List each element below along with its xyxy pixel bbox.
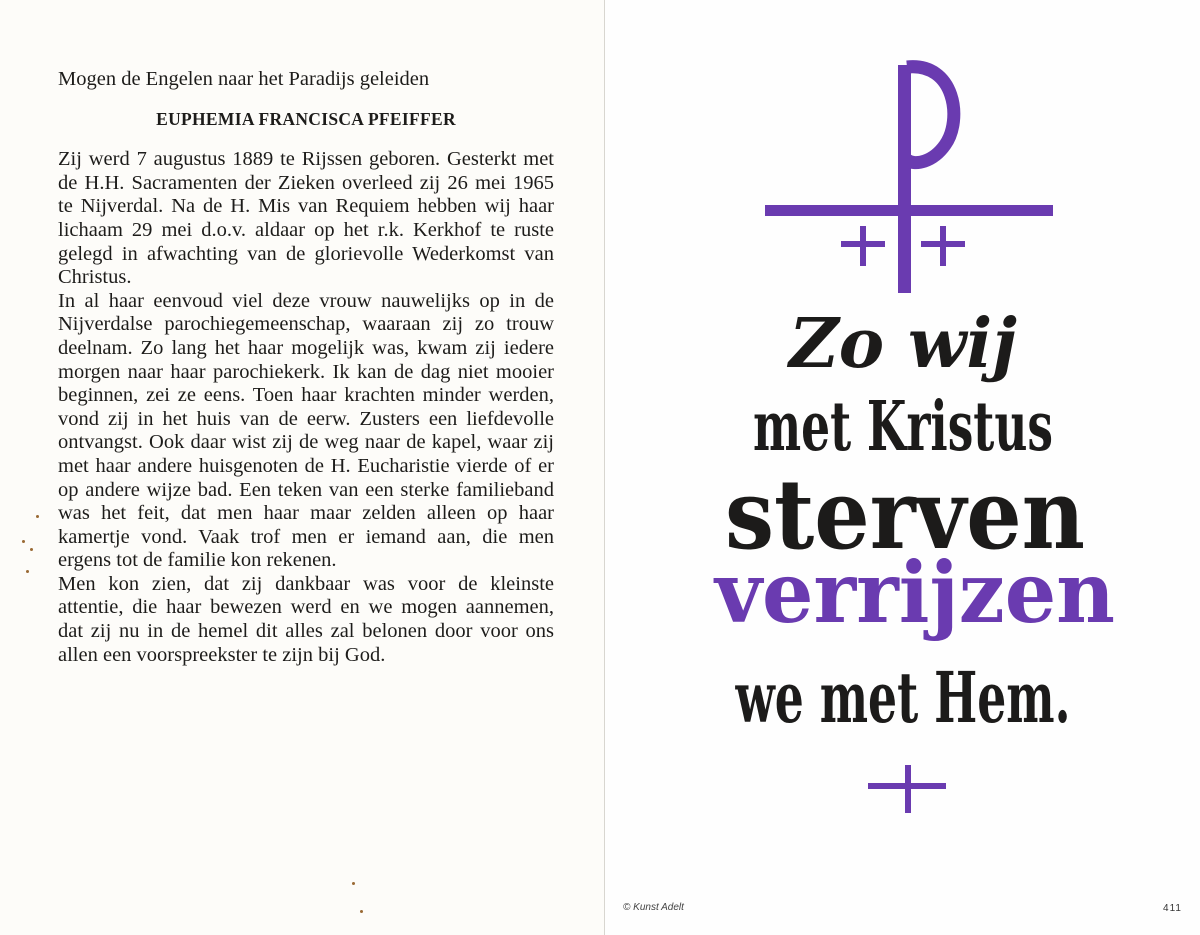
print-speck	[360, 910, 363, 913]
card-number: 411	[1163, 903, 1182, 914]
copyright-icon: ©	[623, 902, 631, 913]
small-cross-icon	[841, 226, 885, 266]
small-cross-icon	[921, 226, 965, 266]
calligraphy-line-4: verrijzen	[713, 543, 1115, 642]
memorial-text	[58, 68, 554, 667]
print-speck	[22, 540, 25, 543]
calligraphy-line-1: Zo wij	[789, 304, 1017, 384]
print-speck	[26, 570, 29, 573]
calligraphy-line-3: sterven	[725, 458, 1085, 571]
calligraphy-artwork	[605, 0, 1200, 935]
bottom-cross-icon	[868, 765, 946, 813]
chi-rho-cross-icon	[765, 65, 1053, 293]
calligraphy-line-5: we met Hem.	[734, 656, 1071, 739]
prayer-line: Mogen de Engelen naar het Paradijs geleiden	[58, 68, 430, 90]
biography-paragraph-1: Zij werd 7 augustus 1889 te Rijssen geboren. Gesterkt met de H.H. Sacramenten der Zieken overleed zij 26 mei 1965 te Nijverdal. Na de H. Mis van Requiem hebben wij haar lichaam 29 mei d.o.v. aldaar op het r.k. Kerkhof te ruste gelegd in afwachting van de glorievolle Wederkomst van Christus.	[58, 148, 554, 289]
print-speck	[30, 548, 33, 551]
biography-paragraph-3: Men kon zien, dat zij dankbaar was voor de kleinste attentie, die haar bewezen werd en we mogen aannemen, dat zij nu in de hemel dit alles zal belonen door voor ons allen een voorspreekster te zijn bij God.	[58, 572, 554, 666]
credit-text: Kunst Adelt	[633, 902, 684, 913]
artist-credit	[623, 902, 684, 913]
print-speck	[352, 882, 355, 885]
calligraphy-line-2: met Kristus	[753, 387, 1053, 467]
deceased-name: EUPHEMIA FRANCISCA PFEIFFER	[156, 108, 456, 129]
right-card-panel	[605, 0, 1200, 935]
biography-paragraph-2: In al haar eenvoud viel deze vrouw nauwelijks op in de Nijverdalse parochiegemeenschap, waaraan zij zo trouw deelnam. Zo lang het haar mogelijk was, kwam zij iedere morgen naar haar parochiekerk. Ik kan de dag niet mooier beginnen, zei ze eens. Toen haar krachten minder werden, vond zij in het huis van de eerw. Zusters een liefdevolle ontvangst. Ook daar wist zij de weg naar de kapel, waar zij met haar andere huisgenoten de H. Eucharistie vierde of er op andere wijze bad. Een teken van een sterke familieband was het feit, dat men haar maar zelden alleen op haar kamertje vond. Vaak trof men er iemand aan, die men ergens tot de familie kon rekenen.	[58, 289, 554, 572]
print-speck	[36, 515, 39, 518]
